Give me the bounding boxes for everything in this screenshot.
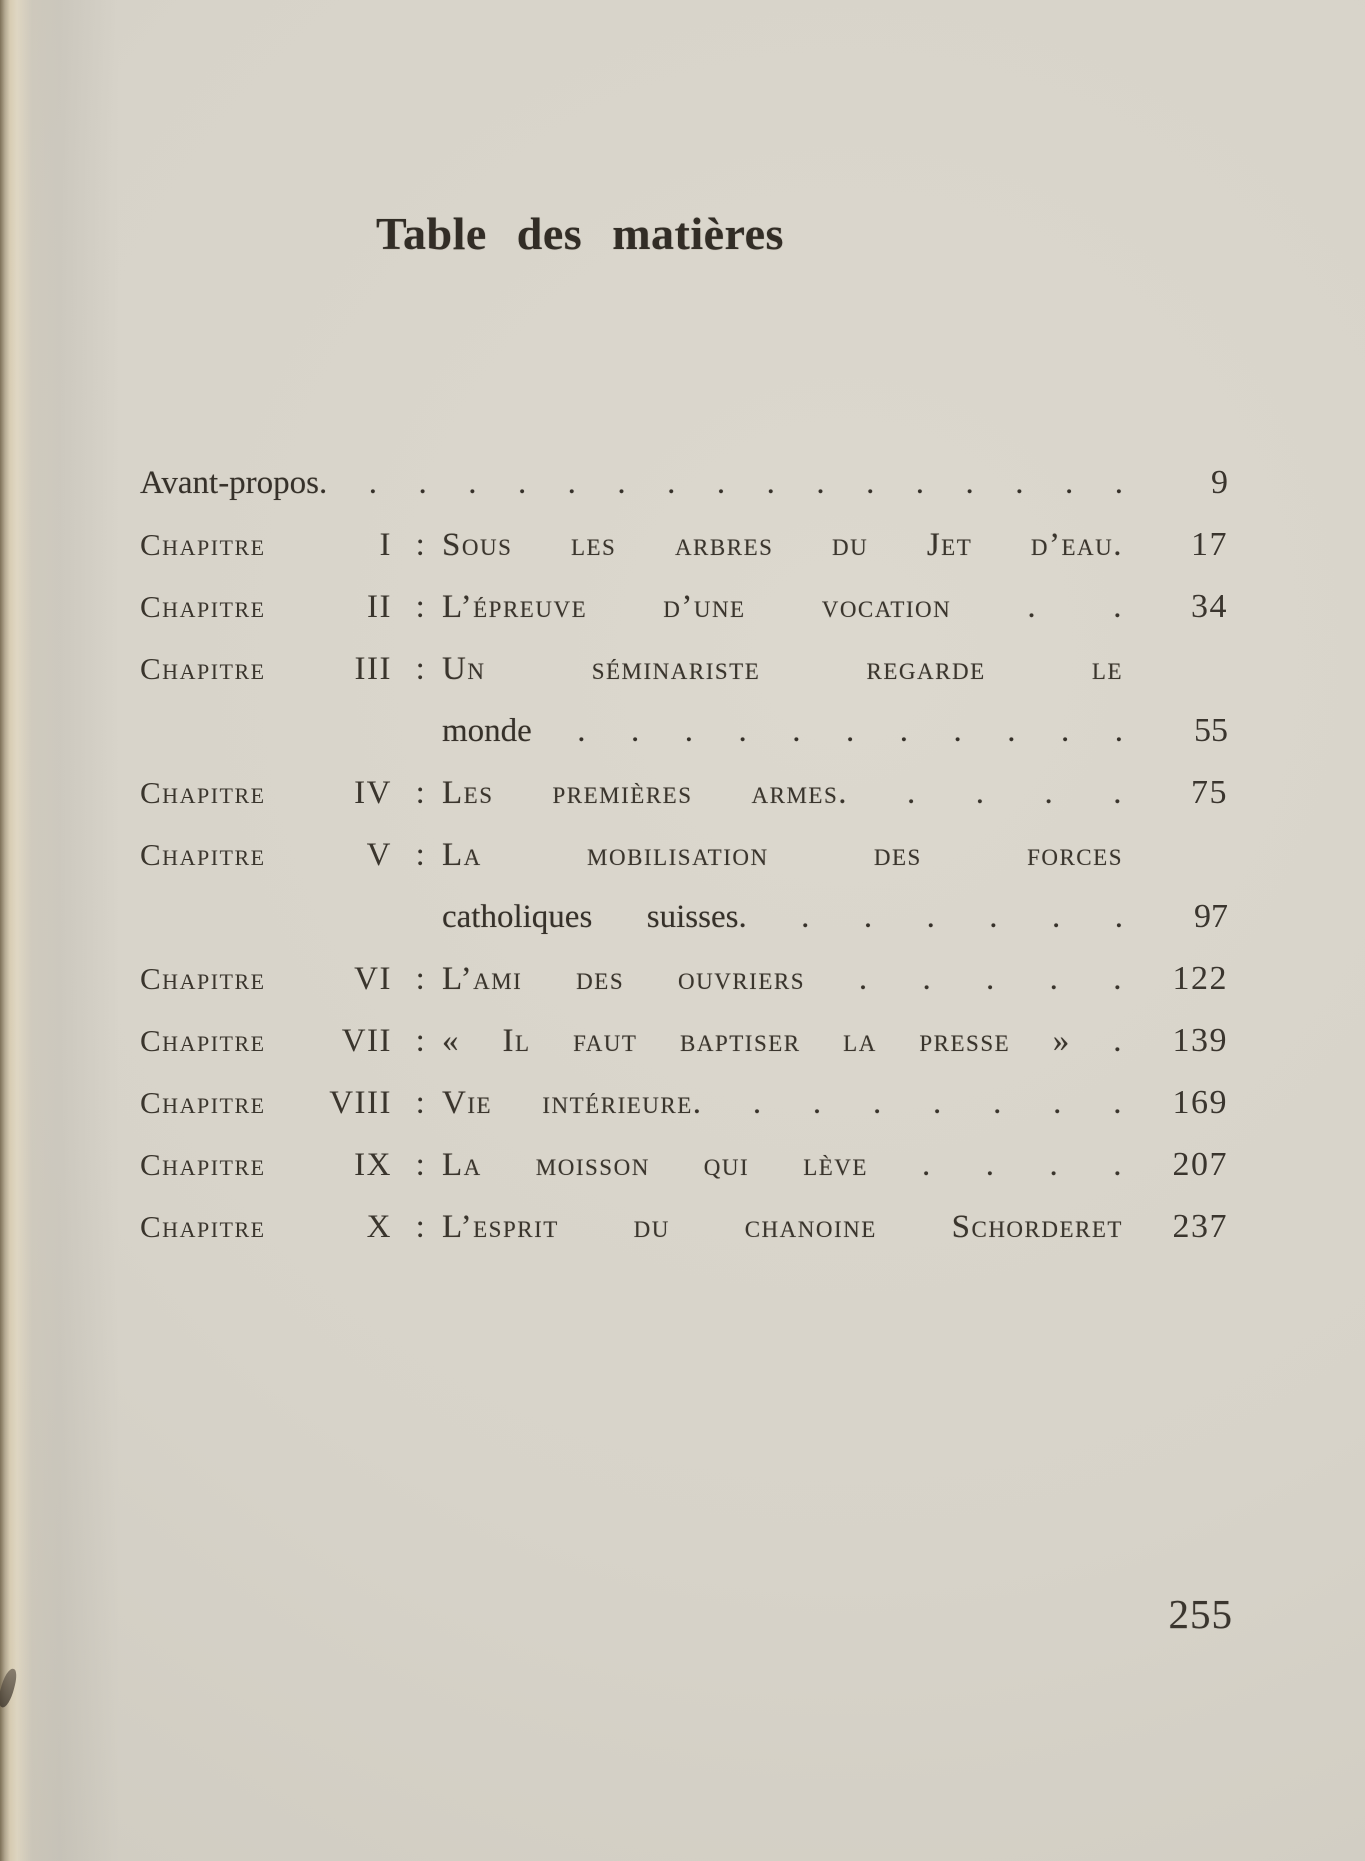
chapter-label: Chapitre — [140, 589, 266, 624]
chapter-numeral — [300, 886, 400, 948]
chapter-numeral: IX — [354, 1147, 392, 1183]
chapter-numeral: I — [379, 527, 392, 563]
toc-entry-text: monde . . . . . . . . . . . — [442, 713, 1123, 749]
colon: : — [415, 1147, 427, 1183]
colon: : — [415, 837, 427, 873]
colon — [400, 886, 442, 948]
chapter-label: Chapitre — [140, 1147, 266, 1182]
toc-row — [140, 1010, 1228, 1072]
toc-entry-text: Vie intérieure. . . . . . . . — [442, 1085, 1123, 1121]
page-number: 17 — [1191, 526, 1228, 563]
toc-row — [140, 886, 1228, 948]
chapter-numeral — [300, 700, 400, 762]
page-number: 207 — [1172, 1146, 1228, 1183]
chapter-label: Chapitre — [140, 1085, 266, 1120]
page-number: 34 — [1191, 588, 1228, 625]
colon: : — [415, 1085, 427, 1121]
chapter-label — [140, 700, 300, 762]
chapter-label: Chapitre — [140, 1209, 266, 1244]
colon: : — [415, 1209, 427, 1245]
toc-entry-text: Sous les arbres du Jet d’eau. — [442, 527, 1123, 563]
page-number: 9 — [1211, 464, 1228, 501]
toc-entry-text: catholiques suisses. . . . . . . — [442, 899, 1123, 935]
page-number — [1133, 824, 1228, 886]
toc-row — [140, 576, 1228, 638]
page-number: 169 — [1172, 1084, 1228, 1121]
colon: : — [415, 527, 427, 563]
toc-row — [140, 948, 1228, 1010]
chapter-numeral: X — [366, 1209, 392, 1245]
toc-entry-text: Avant-propos. . . . . . . . . . . . . . . . . — [140, 465, 1123, 501]
chapter-numeral: VIII — [329, 1085, 392, 1121]
colon — [400, 700, 442, 762]
page-title: Table des matières — [376, 208, 784, 259]
toc-row — [140, 1072, 1228, 1134]
chapter-label: Chapitre — [140, 1023, 266, 1058]
page-number: 55 — [1194, 712, 1228, 749]
chapter-numeral: VI — [354, 961, 392, 997]
colon: : — [415, 775, 427, 811]
chapter-numeral: V — [366, 837, 392, 873]
toc-entry-text: Un séminariste regarde le — [442, 651, 1123, 687]
toc-entry-text: La moisson qui lève . . . . — [442, 1147, 1123, 1183]
toc-entry-text: L’esprit du chanoine Schorderet — [442, 1209, 1123, 1245]
chapter-numeral: III — [354, 651, 392, 687]
toc-row — [140, 514, 1228, 576]
chapter-numeral: IV — [354, 775, 392, 811]
chapter-label: Chapitre — [140, 837, 266, 872]
colon: : — [415, 651, 427, 687]
chapter-label: Chapitre — [140, 651, 266, 686]
chapter-numeral: VII — [341, 1023, 392, 1059]
chapter-label: Chapitre — [140, 775, 266, 810]
page-number: 139 — [1172, 1022, 1228, 1059]
colon: : — [415, 961, 427, 997]
chapter-label — [140, 886, 300, 948]
page-number: 75 — [1191, 774, 1228, 811]
toc-row — [140, 452, 1228, 514]
toc-list — [140, 452, 1228, 1258]
toc-row — [140, 1196, 1228, 1258]
toc-entry-text: « Il faut baptiser la presse » . — [442, 1023, 1123, 1059]
toc-entry-text: La mobilisation des forces — [442, 837, 1123, 873]
chapter-numeral: II — [367, 589, 392, 625]
toc-entry-text: L’épreuve d’une vocation . . — [442, 589, 1123, 625]
toc-row — [140, 1134, 1228, 1196]
page-number: 237 — [1172, 1208, 1228, 1245]
toc-row — [140, 700, 1228, 762]
colon: : — [415, 1023, 427, 1059]
toc-entry-text: Les premières armes. . . . . — [442, 775, 1123, 811]
page-number: 122 — [1172, 960, 1228, 997]
toc-row — [140, 824, 1228, 886]
paper-tear-mark — [0, 1667, 19, 1709]
toc-entry-text: L’ami des ouvriers . . . . . — [442, 961, 1123, 997]
chapter-label: Chapitre — [140, 961, 266, 996]
folio-number: 255 — [1168, 1591, 1233, 1637]
colon: : — [415, 589, 427, 625]
toc-row — [140, 638, 1228, 700]
toc-row — [140, 762, 1228, 824]
page-number: 97 — [1194, 898, 1228, 935]
chapter-label: Chapitre — [140, 527, 266, 562]
page-number — [1133, 638, 1228, 700]
